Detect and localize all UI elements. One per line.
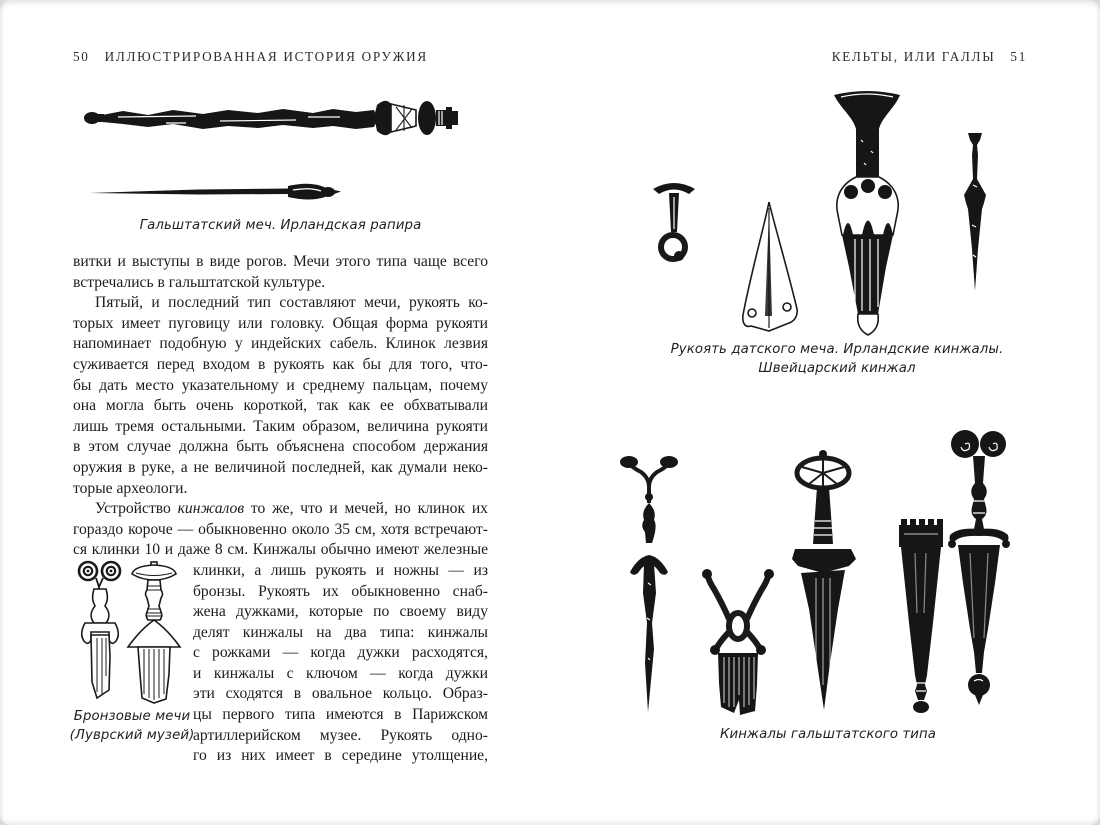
dagger-scabbard <box>899 519 943 713</box>
right-folio-number: 51 <box>1010 49 1027 64</box>
horned-hilt-dagger <box>702 569 774 715</box>
body-line: делят кинжалы на два типа: кинжалы <box>193 623 488 641</box>
figure-hallstatt-daggers <box>618 423 1018 718</box>
body-line-italic-word: кинжалов <box>177 500 245 518</box>
danish-sword-hilt <box>653 183 695 261</box>
caption-line: (Луврский музей) <box>69 727 195 743</box>
right-running-head-title: КЕЛЬТЫ, ИЛИ ГАЛЛЫ <box>831 49 996 64</box>
bronze-sword-spiral-hilt <box>79 562 120 698</box>
body-line: го из них имеет в середине утолщение, <box>193 747 488 765</box>
body-line: эти сходятся в овальное кольцо. Образ- <box>193 685 488 703</box>
body-line <box>73 499 488 520</box>
irish-dagger-blade <box>743 202 797 331</box>
body-line: с рожками — когда дужки расходятся, <box>193 644 488 662</box>
bronze-sword-dish-hilt <box>128 562 180 703</box>
caption-line: Бронзовые мечи <box>73 709 191 724</box>
body-line: Пятый, и последний тип составляют мечи, рукоять ко- <box>95 294 488 312</box>
body-line: и кинжалы с ключом — когда дужки <box>193 664 488 682</box>
bronze-swords-illustration <box>66 556 188 704</box>
hallstatt-sword-rapier-illustration <box>78 90 478 215</box>
body-line: суживается перед входом в рукоять как бы для того, что- <box>73 355 488 373</box>
left-running-head-title: ИЛЛЮСТРИРОВАННАЯ ИСТОРИЯ ОРУЖИЯ <box>104 49 428 64</box>
dagger-hilts-illustration <box>642 85 1002 340</box>
trumpet-pommel-dagger <box>834 91 900 335</box>
caption-bronze-swords <box>62 708 202 745</box>
figure-dagger-hilts <box>642 85 1002 340</box>
body-line: напоминает подобную у индейских сабель. Клинок лезвия <box>73 335 488 353</box>
body-line-segment: то же, что и мечей, но клинок их <box>250 500 488 518</box>
caption-line: Швейцарский кинжал <box>758 360 916 376</box>
body-line: бы дать место указательному и среднему пальцам, почему <box>73 376 488 394</box>
body-line: артиллерийском музее. Рукоять одно- <box>193 726 488 744</box>
body-line: встречались в гальштатской культуре. <box>73 273 326 291</box>
right-running-head <box>832 49 1027 65</box>
figure-hallstatt-sword-and-rapier <box>78 90 478 215</box>
irish-rapier <box>90 184 341 200</box>
body-line-segment: Устройство <box>95 500 171 518</box>
antenna-dagger <box>620 456 678 712</box>
body-line: бронзы. Рукоять их обыкновенно снаб- <box>193 582 488 600</box>
left-folio-number: 50 <box>73 49 90 64</box>
body-line: торые археологи. <box>73 479 188 497</box>
disc-pommel-dagger <box>948 430 1010 705</box>
body-line: она могла быть очень короткой, так как ее обхватывали <box>73 397 488 415</box>
body-line: лишь тремя остальными. Таким образом, величина рукояти <box>73 417 488 435</box>
body-line: торых имеет пуговицу или головку. Общая форма рукояти <box>73 314 488 332</box>
body-line: гораздо короче — обыкновенно около 35 см, хотя встречают- <box>73 520 488 538</box>
body-line: ся клинки 10 и даже 8 см. Кинжалы обычно имеют железные <box>73 541 488 559</box>
body-line: цы первого типа имеются в Парижском <box>193 706 488 724</box>
caption-hallstatt-daggers: Кинжалы гальштатского типа <box>719 727 937 742</box>
caption-hallstatt-sword: Гальштатский меч. Ирландская рапира <box>139 218 422 233</box>
body-line: витки и выступы в виде рогов. Мечи этого типа чаще всего <box>73 253 488 270</box>
body-line: жена дужками, которые по своему виду <box>193 603 488 621</box>
hallstatt-sword <box>84 101 458 136</box>
body-line: оружия в руке, а не величиной последней, как думали неко- <box>73 458 488 476</box>
figure-bronze-swords <box>66 556 188 704</box>
wheel-pommel-dagger <box>792 450 856 710</box>
body-line: в этом случае должна быть объяснена способом держания <box>73 438 488 456</box>
body-line: клинки, а лишь рукоять и ножны — из <box>193 561 488 579</box>
swiss-dagger <box>964 133 986 291</box>
hallstatt-daggers-illustration <box>618 423 1018 718</box>
caption-line: Рукоять датского меча. Ирландские кинжалы. <box>670 342 1004 357</box>
caption-dagger-hilts <box>642 341 1032 378</box>
left-running-head <box>73 49 428 65</box>
